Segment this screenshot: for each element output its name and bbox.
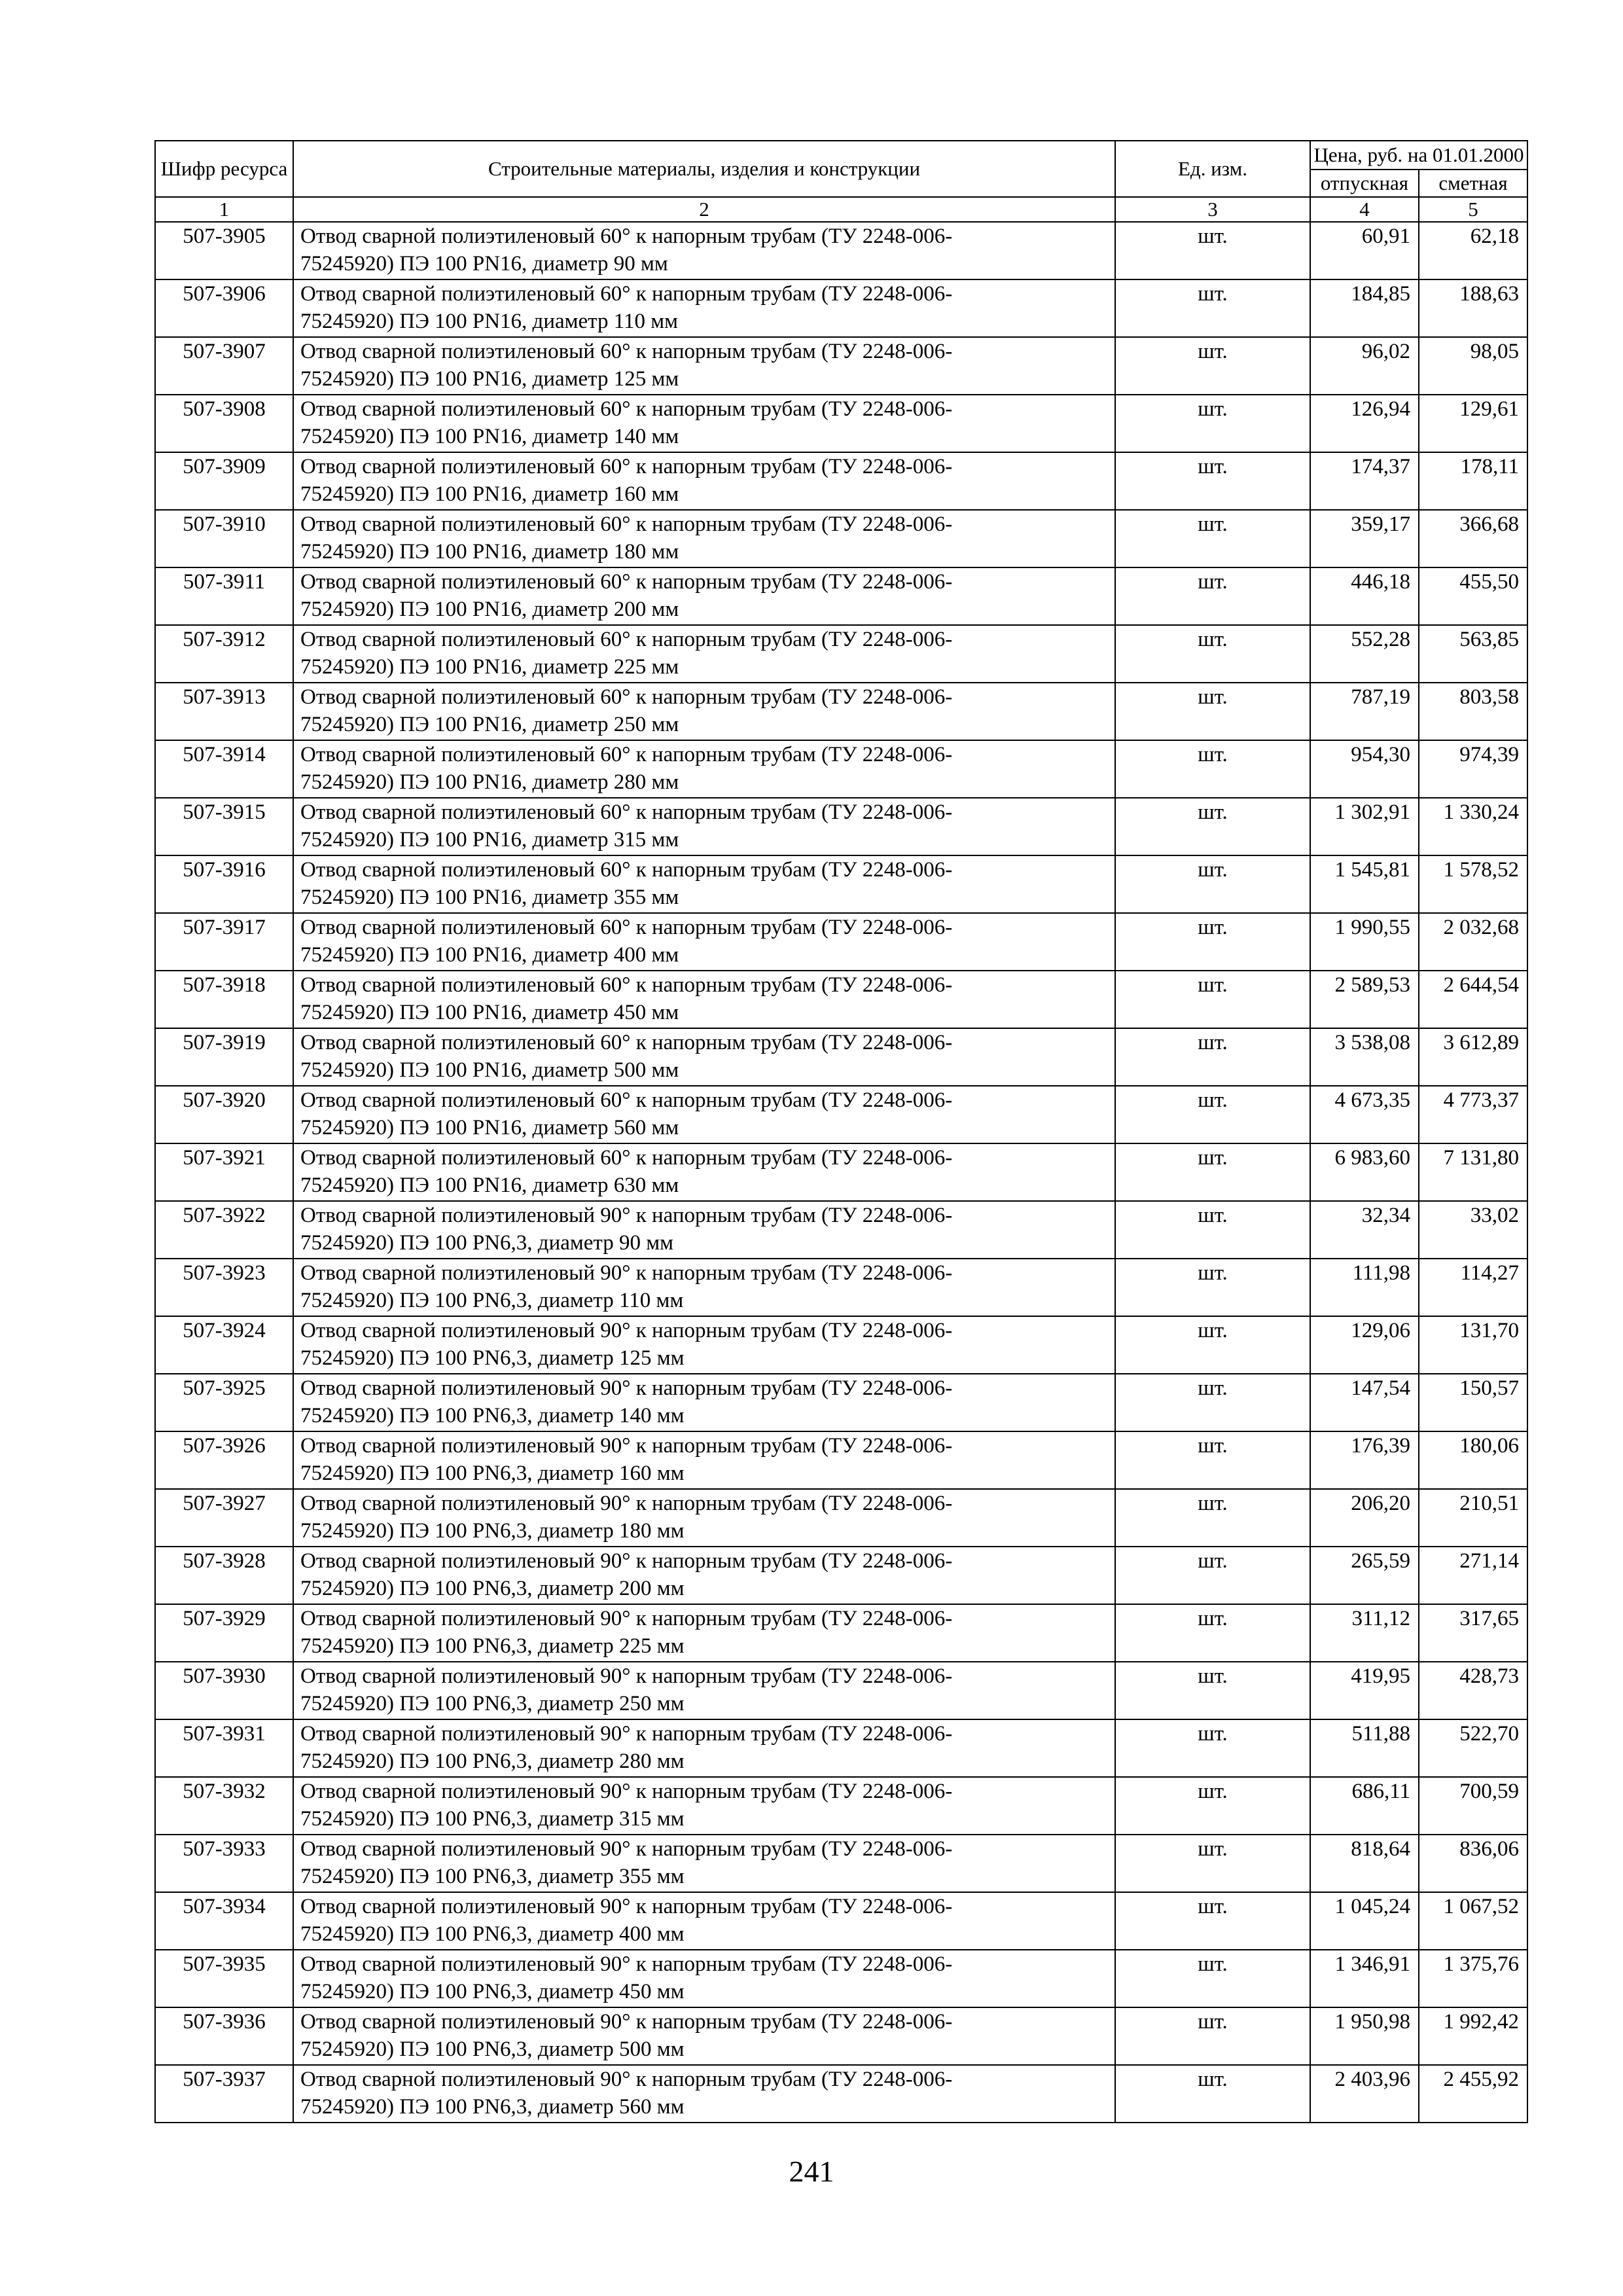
release-price: 2 403,96 [1310, 2065, 1419, 2123]
resource-code: 507-3930 [155, 1662, 293, 1719]
resource-code: 507-3913 [155, 683, 293, 740]
estimate-price: 7 131,80 [1419, 1143, 1527, 1201]
table-row [155, 1086, 1527, 1143]
table-row [155, 1316, 1527, 1374]
material-name [293, 1662, 1115, 1719]
table-row [155, 913, 1527, 971]
estimate-price: 271,14 [1419, 1547, 1527, 1604]
release-price: 32,34 [1310, 1201, 1419, 1259]
material-name [293, 452, 1115, 510]
resource-code: 507-3919 [155, 1028, 293, 1086]
resource-code: 507-3929 [155, 1604, 293, 1662]
release-price: 446,18 [1310, 567, 1419, 625]
estimate-price: 700,59 [1419, 1777, 1527, 1835]
table-row [155, 2065, 1527, 2123]
material-name [293, 913, 1115, 971]
header-num-5: 5 [1419, 197, 1527, 222]
material-name-line-1: Отвод сварной полиэтиленовый 90° к напорным трубам (ТУ 2248-006- [300, 1722, 953, 1746]
estimate-price: 366,68 [1419, 510, 1527, 567]
material-name [293, 222, 1115, 279]
estimate-price: 1 578,52 [1419, 855, 1527, 913]
estimate-price: 98,05 [1419, 337, 1527, 395]
unit: шт. [1115, 279, 1310, 337]
material-name [293, 971, 1115, 1028]
material-name-line-1: Отвод сварной полиэтиленовый 60° к напорным трубам (ТУ 2248-006- [300, 800, 953, 824]
unit: шт. [1115, 683, 1310, 740]
resource-code: 507-3936 [155, 2007, 293, 2065]
material-name-line-2: 75245920) ПЭ 100 PN16, диаметр 200 мм [300, 598, 679, 621]
resource-code: 507-3906 [155, 279, 293, 337]
material-name [293, 2065, 1115, 2123]
material-name-line-1: Отвод сварной полиэтиленовый 60° к напорным трубам (ТУ 2248-006- [300, 570, 953, 594]
material-name-line-1: Отвод сварной полиэтиленовый 60° к напорным трубам (ТУ 2248-006- [300, 1146, 953, 1170]
unit: шт. [1115, 1604, 1310, 1662]
release-price: 6 983,60 [1310, 1143, 1419, 1201]
material-name-line-1: Отвод сварной полиэтиленовый 60° к напорным трубам (ТУ 2248-006- [300, 685, 953, 709]
resource-code: 507-3910 [155, 510, 293, 567]
unit: шт. [1115, 1431, 1310, 1489]
unit: шт. [1115, 2065, 1310, 2123]
estimate-price: 803,58 [1419, 683, 1527, 740]
material-name [293, 625, 1115, 683]
unit: шт. [1115, 625, 1310, 683]
release-price: 1 990,55 [1310, 913, 1419, 971]
material-name-line-1: Отвод сварной полиэтиленовый 90° к напорным трубам (ТУ 2248-006- [300, 1607, 953, 1630]
header-release: отпускная [1310, 170, 1419, 197]
material-name [293, 1835, 1115, 1892]
table-row [155, 337, 1527, 395]
material-name-line-2: 75245920) ПЭ 100 PN6,3, диаметр 500 мм [300, 2037, 685, 2061]
resource-code: 507-3927 [155, 1489, 293, 1547]
table-row [155, 1489, 1527, 1547]
release-price: 3 538,08 [1310, 1028, 1419, 1086]
unit: шт. [1115, 1489, 1310, 1547]
table-row [155, 2007, 1527, 2065]
header-num-2: 2 [293, 197, 1115, 222]
estimate-price: 150,57 [1419, 1374, 1527, 1431]
material-name-line-2: 75245920) ПЭ 100 PN16, диаметр 160 мм [300, 482, 679, 506]
unit: шт. [1115, 2007, 1310, 2065]
resource-code: 507-3908 [155, 395, 293, 452]
table-header [155, 141, 1527, 222]
estimate-price: 1 330,24 [1419, 798, 1527, 855]
release-price: 265,59 [1310, 1547, 1419, 1604]
material-name-line-1: Отвод сварной полиэтиленовый 60° к напорным трубам (ТУ 2248-006- [300, 858, 953, 882]
material-name [293, 1777, 1115, 1835]
material-name [293, 1719, 1115, 1777]
material-name [293, 1431, 1115, 1489]
release-price: 126,94 [1310, 395, 1419, 452]
resource-code: 507-3909 [155, 452, 293, 510]
table-row [155, 1777, 1527, 1835]
resource-code: 507-3922 [155, 1201, 293, 1259]
resource-code: 507-3911 [155, 567, 293, 625]
release-price: 147,54 [1310, 1374, 1419, 1431]
unit: шт. [1115, 337, 1310, 395]
resource-code: 507-3932 [155, 1777, 293, 1835]
material-name-line-1: Отвод сварной полиэтиленовый 90° к напорным трубам (ТУ 2248-006- [300, 1664, 953, 1688]
material-name-line-2: 75245920) ПЭ 100 PN6,3, диаметр 160 мм [300, 1462, 685, 1485]
table-row [155, 1892, 1527, 1950]
header-code: Шифр ресурса [155, 141, 293, 197]
unit: шт. [1115, 1777, 1310, 1835]
material-name-line-1: Отвод сварной полиэтиленовый 60° к напорным трубам (ТУ 2248-006- [300, 1031, 953, 1054]
estimate-price: 317,65 [1419, 1604, 1527, 1662]
estimate-price: 129,61 [1419, 395, 1527, 452]
material-name-line-1: Отвод сварной полиэтиленовый 60° к напорным трубам (ТУ 2248-006- [300, 628, 953, 651]
material-name [293, 567, 1115, 625]
release-price: 954,30 [1310, 740, 1419, 798]
header-price: Цена, руб. на 01.01.2000 [1310, 141, 1527, 170]
header-num-1: 1 [155, 197, 293, 222]
material-name-line-2: 75245920) ПЭ 100 PN16, диаметр 630 мм [300, 1174, 679, 1197]
resource-code: 507-3918 [155, 971, 293, 1028]
material-name [293, 1028, 1115, 1086]
release-price: 4 673,35 [1310, 1086, 1419, 1143]
estimate-price: 114,27 [1419, 1259, 1527, 1316]
unit: шт. [1115, 452, 1310, 510]
table-row [155, 279, 1527, 337]
table-row [155, 1950, 1527, 2007]
table-row [155, 222, 1527, 279]
release-price: 60,91 [1310, 222, 1419, 279]
release-price: 96,02 [1310, 337, 1419, 395]
material-name-line-2: 75245920) ПЭ 100 PN16, диаметр 125 мм [300, 367, 679, 391]
material-name [293, 279, 1115, 337]
resource-code: 507-3905 [155, 222, 293, 279]
material-name [293, 1489, 1115, 1547]
material-name-line-2: 75245920) ПЭ 100 PN16, диаметр 500 мм [300, 1058, 679, 1082]
release-price: 111,98 [1310, 1259, 1419, 1316]
unit: шт. [1115, 855, 1310, 913]
release-price: 419,95 [1310, 1662, 1419, 1719]
table-row [155, 1719, 1527, 1777]
resource-code: 507-3924 [155, 1316, 293, 1374]
material-name-line-2: 75245920) ПЭ 100 PN16, диаметр 355 мм [300, 886, 679, 909]
table-row [155, 740, 1527, 798]
resource-code: 507-3933 [155, 1835, 293, 1892]
material-name-line-1: Отвод сварной полиэтиленовый 90° к напорным трубам (ТУ 2248-006- [300, 1780, 953, 1803]
material-name [293, 1374, 1115, 1431]
estimate-price: 180,06 [1419, 1431, 1527, 1489]
material-name-line-1: Отвод сварной полиэтиленовый 90° к напорным трубам (ТУ 2248-006- [300, 2010, 953, 2034]
estimate-price: 974,39 [1419, 740, 1527, 798]
unit: шт. [1115, 1547, 1310, 1604]
estimate-price: 3 612,89 [1419, 1028, 1527, 1086]
material-name-line-2: 75245920) ПЭ 100 PN6,3, диаметр 225 мм [300, 1634, 685, 1658]
material-name-line-1: Отвод сварной полиэтиленовый 60° к напорным трубам (ТУ 2248-006- [300, 973, 953, 997]
unit: шт. [1115, 222, 1310, 279]
material-name [293, 1892, 1115, 1950]
release-price: 206,20 [1310, 1489, 1419, 1547]
table-row [155, 1604, 1527, 1662]
material-name-line-2: 75245920) ПЭ 100 PN6,3, диаметр 315 мм [300, 1807, 685, 1831]
release-price: 1 346,91 [1310, 1950, 1419, 2007]
table-row [155, 1374, 1527, 1431]
material-name-line-2: 75245920) ПЭ 100 PN16, диаметр 315 мм [300, 828, 679, 852]
table-row [155, 1662, 1527, 1719]
resource-code: 507-3928 [155, 1547, 293, 1604]
material-name [293, 1143, 1115, 1201]
table-row [155, 452, 1527, 510]
unit: шт. [1115, 1835, 1310, 1892]
estimate-price: 4 773,37 [1419, 1086, 1527, 1143]
unit: шт. [1115, 395, 1310, 452]
unit: шт. [1115, 913, 1310, 971]
material-name-line-2: 75245920) ПЭ 100 PN6,3, диаметр 280 мм [300, 1749, 685, 1773]
table-row [155, 1201, 1527, 1259]
table-row [155, 1547, 1527, 1604]
resource-code: 507-3931 [155, 1719, 293, 1777]
material-name-line-1: Отвод сварной полиэтиленовый 60° к напорным трубам (ТУ 2248-006- [300, 282, 953, 306]
header-num-4: 4 [1310, 197, 1419, 222]
material-name-line-2: 75245920) ПЭ 100 PN16, диаметр 560 мм [300, 1116, 679, 1139]
resource-code: 507-3937 [155, 2065, 293, 2123]
material-name-line-1: Отвод сварной полиэтиленовый 60° к напорным трубам (ТУ 2248-006- [300, 512, 953, 536]
table-body [155, 222, 1527, 2123]
material-name-line-1: Отвод сварной полиэтиленовый 60° к напорным трубам (ТУ 2248-006- [300, 1088, 953, 1112]
resource-code: 507-3923 [155, 1259, 293, 1316]
material-name-line-2: 75245920) ПЭ 100 PN6,3, диаметр 90 мм [300, 1231, 674, 1255]
material-name [293, 1316, 1115, 1374]
material-name-line-2: 75245920) ПЭ 100 PN6,3, диаметр 200 мм [300, 1577, 685, 1600]
header-estimate: сметная [1419, 170, 1527, 197]
material-name-line-2: 75245920) ПЭ 100 PN6,3, диаметр 250 мм [300, 1692, 685, 1715]
material-name [293, 1201, 1115, 1259]
resource-code: 507-3907 [155, 337, 293, 395]
material-name-line-1: Отвод сварной полиэтиленовый 60° к напорным трубам (ТУ 2248-006- [300, 340, 953, 363]
estimate-price: 131,70 [1419, 1316, 1527, 1374]
estimate-price: 2 644,54 [1419, 971, 1527, 1028]
header-unit: Ед. изм. [1115, 141, 1310, 197]
release-price: 818,64 [1310, 1835, 1419, 1892]
table-row [155, 683, 1527, 740]
material-name [293, 683, 1115, 740]
release-price: 1 950,98 [1310, 2007, 1419, 2065]
release-price: 176,39 [1310, 1431, 1419, 1489]
table-row [155, 1259, 1527, 1316]
estimate-price: 188,63 [1419, 279, 1527, 337]
release-price: 1 545,81 [1310, 855, 1419, 913]
unit: шт. [1115, 971, 1310, 1028]
table-row [155, 971, 1527, 1028]
estimate-price: 836,06 [1419, 1835, 1527, 1892]
material-name-line-1: Отвод сварной полиэтиленовый 60° к напорным трубам (ТУ 2248-006- [300, 224, 953, 248]
release-price: 1 045,24 [1310, 1892, 1419, 1950]
resource-code: 507-3925 [155, 1374, 293, 1431]
table-row [155, 1431, 1527, 1489]
material-name-line-1: Отвод сварной полиэтиленовый 90° к напорным трубам (ТУ 2248-006- [300, 1319, 953, 1342]
estimate-price: 455,50 [1419, 567, 1527, 625]
material-name-line-2: 75245920) ПЭ 100 PN16, диаметр 140 мм [300, 425, 679, 448]
material-name-line-2: 75245920) ПЭ 100 PN16, диаметр 225 мм [300, 655, 679, 679]
estimate-price: 2 032,68 [1419, 913, 1527, 971]
material-name-line-2: 75245920) ПЭ 100 PN6,3, диаметр 140 мм [300, 1404, 685, 1427]
table-row [155, 855, 1527, 913]
unit: шт. [1115, 1143, 1310, 1201]
table-row [155, 798, 1527, 855]
material-name-line-1: Отвод сварной полиэтиленовый 90° к напорным трубам (ТУ 2248-006- [300, 1434, 953, 1458]
material-name-line-2: 75245920) ПЭ 100 PN16, диаметр 90 мм [300, 252, 668, 276]
unit: шт. [1115, 1892, 1310, 1950]
header-name: Строительные материалы, изделия и конструкции [293, 141, 1115, 197]
table-row [155, 567, 1527, 625]
release-price: 686,11 [1310, 1777, 1419, 1835]
material-name-line-2: 75245920) ПЭ 100 PN16, диаметр 450 мм [300, 1001, 679, 1024]
release-price: 511,88 [1310, 1719, 1419, 1777]
resource-code: 507-3934 [155, 1892, 293, 1950]
material-name [293, 1547, 1115, 1604]
material-name-line-2: 75245920) ПЭ 100 PN6,3, диаметр 400 мм [300, 1922, 685, 1946]
unit: шт. [1115, 1374, 1310, 1431]
material-name-line-1: Отвод сварной полиэтиленовый 90° к напорным трубам (ТУ 2248-006- [300, 1261, 953, 1285]
release-price: 787,19 [1310, 683, 1419, 740]
table-row [155, 510, 1527, 567]
release-price: 311,12 [1310, 1604, 1419, 1662]
material-name-line-1: Отвод сварной полиэтиленовый 90° к напорным трубам (ТУ 2248-006- [300, 2068, 953, 2091]
material-name [293, 798, 1115, 855]
material-name-line-1: Отвод сварной полиэтиленовый 90° к напорным трубам (ТУ 2248-006- [300, 1837, 953, 1861]
resource-code: 507-3915 [155, 798, 293, 855]
material-name [293, 395, 1115, 452]
material-name-line-1: Отвод сварной полиэтиленовый 90° к напорным трубам (ТУ 2248-006- [300, 1952, 953, 1976]
resource-code: 507-3917 [155, 913, 293, 971]
release-price: 552,28 [1310, 625, 1419, 683]
release-price: 129,06 [1310, 1316, 1419, 1374]
estimate-price: 178,11 [1419, 452, 1527, 510]
unit: шт. [1115, 1028, 1310, 1086]
material-name-line-2: 75245920) ПЭ 100 PN16, диаметр 110 мм [300, 310, 679, 333]
unit: шт. [1115, 798, 1310, 855]
material-name-line-2: 75245920) ПЭ 100 PN6,3, диаметр 125 мм [300, 1346, 685, 1370]
material-name-line-2: 75245920) ПЭ 100 PN6,3, диаметр 355 мм [300, 1865, 685, 1888]
estimate-price: 522,70 [1419, 1719, 1527, 1777]
material-name [293, 855, 1115, 913]
release-price: 1 302,91 [1310, 798, 1419, 855]
table-row [155, 1028, 1527, 1086]
table-row [155, 625, 1527, 683]
unit: шт. [1115, 1201, 1310, 1259]
release-price: 359,17 [1310, 510, 1419, 567]
estimate-price: 210,51 [1419, 1489, 1527, 1547]
estimate-price: 563,85 [1419, 625, 1527, 683]
resource-code: 507-3935 [155, 1950, 293, 2007]
material-name-line-1: Отвод сварной полиэтиленовый 60° к напорным трубам (ТУ 2248-006- [300, 397, 953, 421]
estimate-price: 1 067,52 [1419, 1892, 1527, 1950]
release-price: 174,37 [1310, 452, 1419, 510]
estimate-price: 2 455,92 [1419, 2065, 1527, 2123]
unit: шт. [1115, 510, 1310, 567]
release-price: 184,85 [1310, 279, 1419, 337]
material-name-line-2: 75245920) ПЭ 100 PN16, диаметр 280 мм [300, 770, 679, 794]
material-name-line-1: Отвод сварной полиэтиленовый 60° к напорным трубам (ТУ 2248-006- [300, 916, 953, 939]
material-name [293, 1604, 1115, 1662]
unit: шт. [1115, 1259, 1310, 1316]
page-number: 241 [789, 2155, 834, 2188]
material-name-line-2: 75245920) ПЭ 100 PN6,3, диаметр 560 мм [300, 2095, 685, 2119]
resource-code: 507-3916 [155, 855, 293, 913]
unit: шт. [1115, 1662, 1310, 1719]
unit: шт. [1115, 1950, 1310, 2007]
material-name-line-2: 75245920) ПЭ 100 PN6,3, диаметр 110 мм [300, 1289, 684, 1312]
estimate-price: 33,02 [1419, 1201, 1527, 1259]
table-row [155, 395, 1527, 452]
resource-code: 507-3912 [155, 625, 293, 683]
unit: шт. [1115, 567, 1310, 625]
unit: шт. [1115, 740, 1310, 798]
material-name-line-1: Отвод сварной полиэтиленовый 60° к напорным трубам (ТУ 2248-006- [300, 743, 953, 766]
material-name-line-2: 75245920) ПЭ 100 PN16, диаметр 180 мм [300, 540, 679, 564]
material-name [293, 740, 1115, 798]
release-price: 2 589,53 [1310, 971, 1419, 1028]
table-row [155, 1143, 1527, 1201]
estimate-price: 1 992,42 [1419, 2007, 1527, 2065]
material-name-line-2: 75245920) ПЭ 100 PN6,3, диаметр 450 мм [300, 1980, 685, 2003]
resource-code: 507-3926 [155, 1431, 293, 1489]
table-row [155, 1835, 1527, 1892]
material-name [293, 1950, 1115, 2007]
material-name-line-2: 75245920) ПЭ 100 PN6,3, диаметр 180 мм [300, 1519, 685, 1543]
resource-code: 507-3920 [155, 1086, 293, 1143]
unit: шт. [1115, 1086, 1310, 1143]
material-name-line-2: 75245920) ПЭ 100 PN16, диаметр 400 мм [300, 943, 679, 967]
material-name-line-1: Отвод сварной полиэтиленовый 90° к напорным трубам (ТУ 2248-006- [300, 1895, 953, 1918]
unit: шт. [1115, 1316, 1310, 1374]
material-name [293, 1259, 1115, 1316]
material-name-line-1: Отвод сварной полиэтиленовый 90° к напорным трубам (ТУ 2248-006- [300, 1376, 953, 1400]
material-name-line-2: 75245920) ПЭ 100 PN16, диаметр 250 мм [300, 713, 679, 736]
material-name-line-1: Отвод сварной полиэтиленовый 90° к напорным трубам (ТУ 2248-006- [300, 1204, 953, 1227]
material-name [293, 1086, 1115, 1143]
estimate-price: 428,73 [1419, 1662, 1527, 1719]
unit: шт. [1115, 1719, 1310, 1777]
material-name [293, 2007, 1115, 2065]
resource-code: 507-3921 [155, 1143, 293, 1201]
material-name [293, 510, 1115, 567]
material-name [293, 337, 1115, 395]
material-name-line-1: Отвод сварной полиэтиленовый 90° к напорным трубам (ТУ 2248-006- [300, 1492, 953, 1515]
header-num-3: 3 [1115, 197, 1310, 222]
material-name-line-1: Отвод сварной полиэтиленовый 90° к напорным трубам (ТУ 2248-006- [300, 1549, 953, 1573]
estimate-price: 62,18 [1419, 222, 1527, 279]
material-name-line-1: Отвод сварной полиэтиленовый 60° к напорным трубам (ТУ 2248-006- [300, 455, 953, 478]
price-table [154, 140, 1528, 2123]
estimate-price: 1 375,76 [1419, 1950, 1527, 2007]
resource-code: 507-3914 [155, 740, 293, 798]
